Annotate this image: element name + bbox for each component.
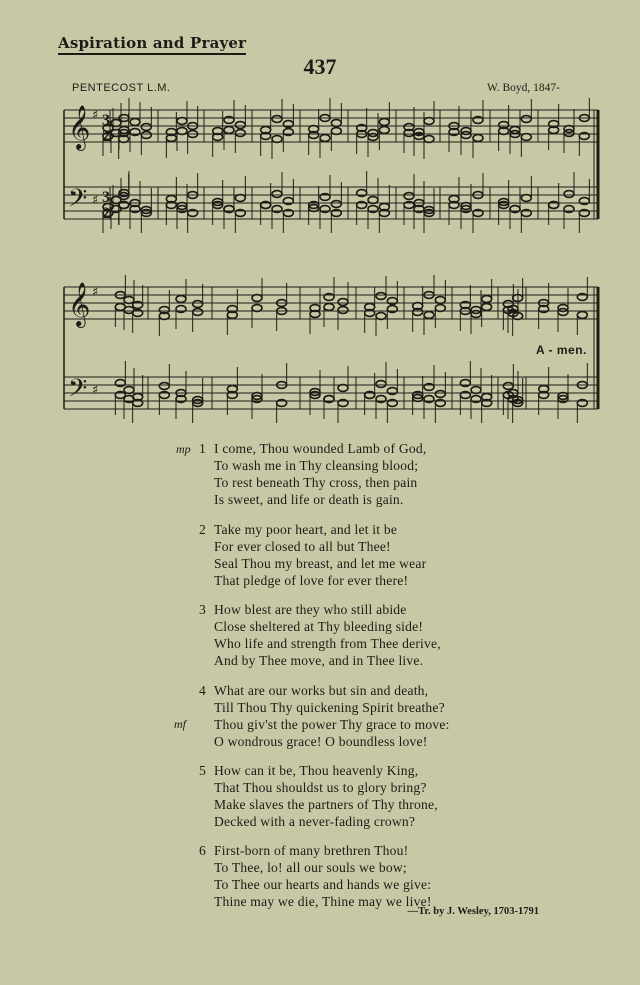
verse-line: O wondrous grace! O boundless love! xyxy=(214,734,428,749)
note-head xyxy=(272,116,282,123)
verse-line: To Thee our hearts and hands we give: xyxy=(214,877,432,892)
verse-line: Thou giv'st the power Thy grace to move: xyxy=(214,717,450,732)
note-head xyxy=(376,293,386,300)
note-head xyxy=(435,305,445,312)
note-head xyxy=(379,119,389,126)
note-head xyxy=(177,118,187,125)
verse-number: 6 xyxy=(199,843,206,858)
hymn-number: 437 xyxy=(303,54,337,79)
verse-number: 3 xyxy=(199,602,206,617)
sharp: ♯ xyxy=(92,108,99,123)
verse-line: To rest beneath Thy cross, then pain xyxy=(214,475,418,490)
verse-line: First-born of many brethren Thou! xyxy=(214,843,409,858)
note-head xyxy=(331,128,341,135)
verse-line: I come, Thou wounded Lamb of God, xyxy=(214,441,427,456)
verse-line: Take my poor heart, and let it be xyxy=(214,522,398,537)
music-system-2 xyxy=(64,275,598,423)
dynamic-mark: mf xyxy=(174,717,186,731)
time-signature: 3 xyxy=(102,189,110,206)
note-head xyxy=(473,135,483,142)
note-head xyxy=(435,297,445,304)
note-head xyxy=(252,305,262,312)
note-head xyxy=(141,132,151,139)
note-head xyxy=(320,135,330,142)
verse-number: 5 xyxy=(199,763,206,778)
composer: W. Boyd, 1847- xyxy=(486,82,560,94)
note-head xyxy=(272,191,282,198)
note-head xyxy=(159,383,169,390)
note-head xyxy=(252,295,262,302)
verse-line: And by Thee move, and in Thee live. xyxy=(214,653,424,668)
verse-line: Thine may we die, Thine may we live! xyxy=(214,894,432,909)
bass-clef: 𝄢 xyxy=(68,184,88,219)
note-head xyxy=(404,193,414,200)
section-title: Aspiration and Prayer xyxy=(58,34,246,55)
note-head xyxy=(471,387,481,394)
note-head xyxy=(521,116,531,123)
verse-line: Who life and strength from Thee derive, xyxy=(214,636,441,651)
verse-line: Is sweet, and life or death is gain. xyxy=(214,492,404,507)
note-head xyxy=(482,296,492,303)
note-head xyxy=(177,128,187,135)
sharp: ♯ xyxy=(92,193,99,208)
note-head xyxy=(176,296,186,303)
time-signature: 2 xyxy=(102,128,110,145)
verse-number: 4 xyxy=(199,683,206,698)
verse-line: How can it be, Thou heavenly King, xyxy=(214,763,419,778)
note-head xyxy=(368,197,378,204)
note-head xyxy=(521,195,531,202)
dynamic-mark: mp xyxy=(176,442,191,456)
note-head xyxy=(521,134,531,141)
note-head xyxy=(193,301,203,308)
note-head xyxy=(503,383,513,390)
amen-label: A - men. xyxy=(536,343,587,357)
note-head xyxy=(435,391,445,398)
note-head xyxy=(130,119,140,126)
verse-line: Till Thou Thy quickening Spirit breathe? xyxy=(214,700,445,715)
verse-line: For ever closed to all but Thee! xyxy=(214,539,391,554)
note-head xyxy=(424,312,434,319)
note-head xyxy=(272,136,282,143)
note-head xyxy=(424,118,434,125)
time-signature: 3 xyxy=(102,112,110,129)
music-score xyxy=(0,0,640,430)
verse-line: To wash me in Thy cleansing blood; xyxy=(214,458,419,473)
note-head xyxy=(424,136,434,143)
note-head xyxy=(331,201,341,208)
note-head xyxy=(124,297,134,304)
note-head xyxy=(338,385,348,392)
note-head xyxy=(235,122,245,129)
translator-credit: —Tr. by J. Wesley, 1703-1791 xyxy=(407,906,539,917)
note-head xyxy=(235,130,245,137)
note-head xyxy=(331,120,341,127)
verse-line: Decked with a never-fading crown? xyxy=(214,814,416,829)
verse-line: What are our works but sin and death, xyxy=(214,683,429,698)
treble-clef: 𝄞 xyxy=(68,282,91,326)
note-head xyxy=(324,304,334,311)
note-head xyxy=(376,381,386,388)
note-head xyxy=(235,195,245,202)
note-head xyxy=(124,387,134,394)
sharp: ♯ xyxy=(92,383,99,398)
verse-line: To Thee, lo! all our souls we bow; xyxy=(214,860,407,875)
tune-name: PENTECOST L.M. xyxy=(72,82,171,94)
verse-line: How blest are they who still abide xyxy=(214,602,407,617)
bass-clef: 𝄢 xyxy=(68,374,88,409)
verse-line: Seal Thou my breast, and let me wear xyxy=(214,556,427,571)
treble-clef: 𝄞 xyxy=(68,105,91,149)
note-head xyxy=(482,304,492,311)
music-system-1 xyxy=(64,98,598,233)
note-head xyxy=(193,309,203,316)
note-head xyxy=(224,127,234,134)
verse-line: That Thou shouldst us to glory bring? xyxy=(214,780,427,795)
note-head xyxy=(338,299,348,306)
note-head xyxy=(577,312,587,319)
sharp: ♯ xyxy=(92,285,99,300)
verse-number: 2 xyxy=(199,522,206,537)
note-head xyxy=(564,191,574,198)
note-head xyxy=(338,307,348,314)
time-signature: 2 xyxy=(102,205,110,222)
verse-line: Make slaves the partners of Thy throne, xyxy=(214,797,438,812)
verse-line: Close sheltered at Thy bleeding side! xyxy=(214,619,424,634)
note-head xyxy=(141,124,151,131)
note-head xyxy=(379,127,389,134)
verse-number: 1 xyxy=(199,441,206,456)
verse-line: That pledge of love for ever there! xyxy=(214,573,409,588)
note-head xyxy=(376,313,386,320)
